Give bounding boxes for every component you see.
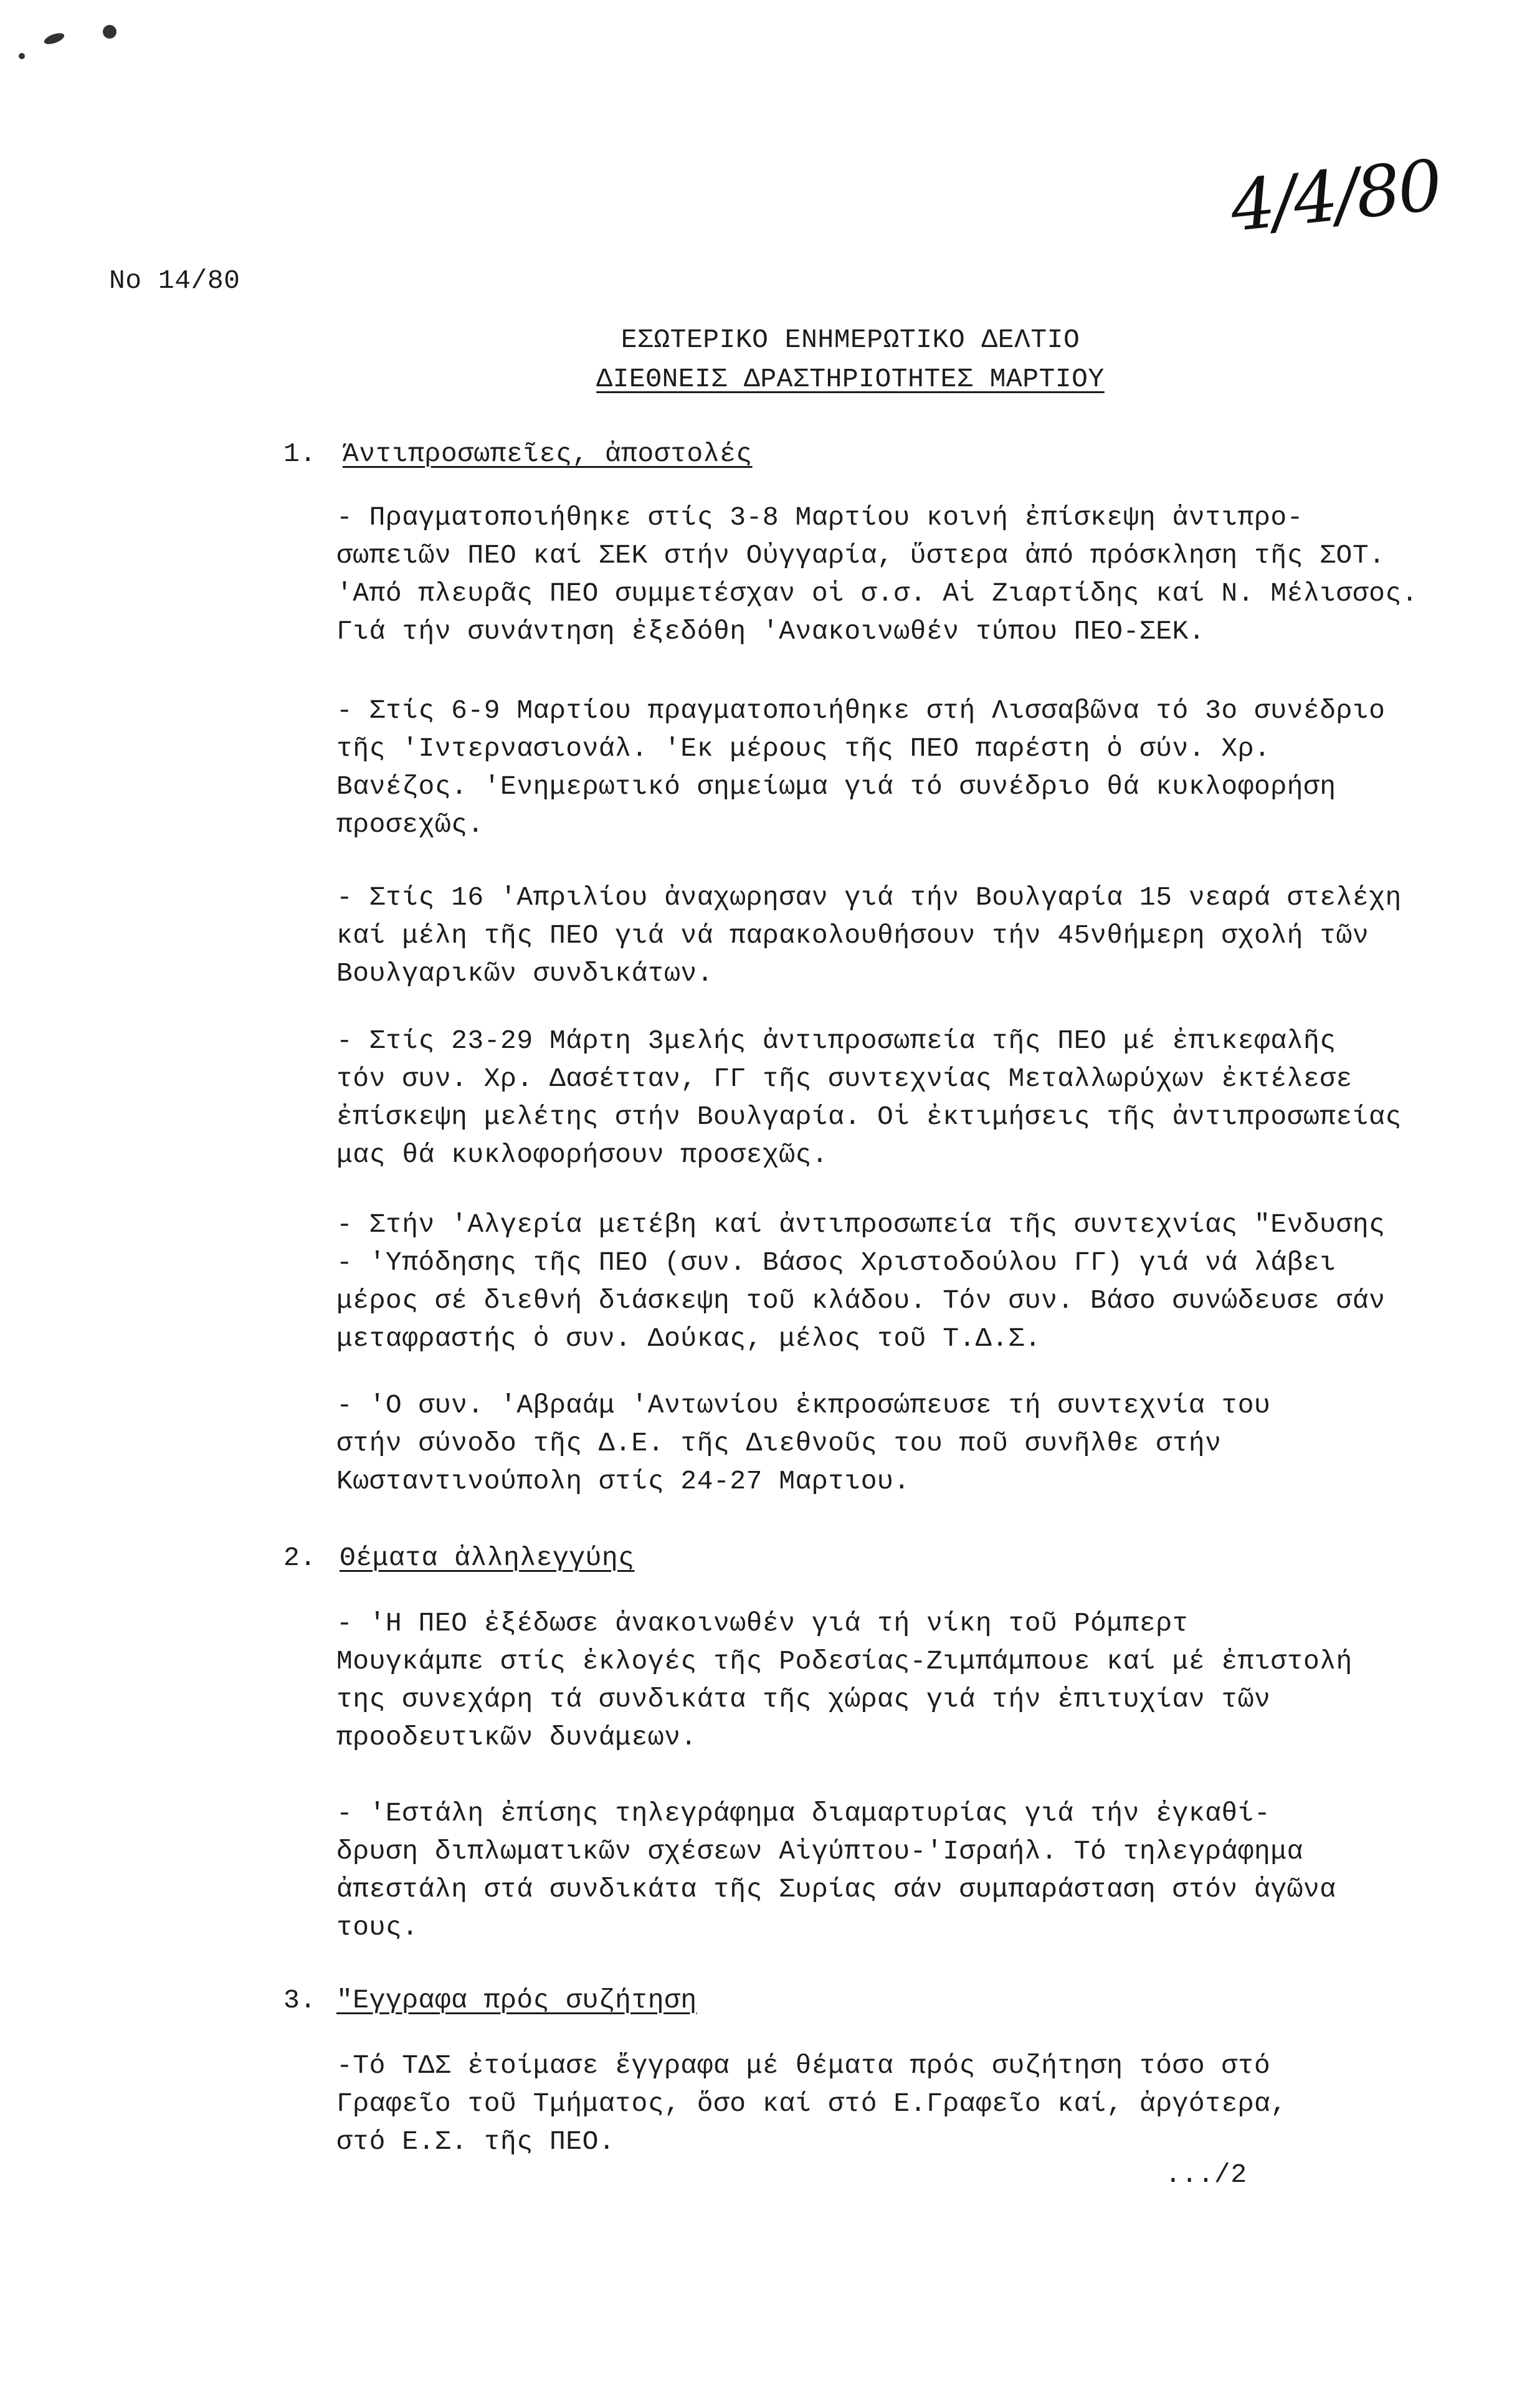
paragraph-line: στό Ε.Σ. τῆς ΠΕΟ. xyxy=(336,2126,616,2157)
paragraph-line: προοδευτικῶν δυνάμεων. xyxy=(336,1722,697,1753)
paragraph-line: σωπειῶν ΠΕΟ καί ΣΕΚ στήν Οὐγγαρία, ὕστερα ἀπό πρόσκληση τῆς ΣΟΤ. xyxy=(336,540,1386,571)
paragraph-line: - 'Ο συν. 'Αβραάμ 'Αντωνίου ἐκπροσώπευσε τή συντεχνία του xyxy=(336,1390,1271,1421)
paragraph-line: Γραφεῖο τοῦ Τμήματος, ὅσο καί στό Ε.Γραφεῖο καί, ἀργότερα, xyxy=(336,2088,1287,2119)
paragraph-line: - Στήν 'Αλγερία μετέβη καί ἀντιπροσωπεία τῆς συντεχνίας "Ενδυσης xyxy=(336,1209,1386,1240)
paragraph-line: - Πραγματοποιήθηκε στίς 3-8 Μαρτίου κοινή ἐπίσκεψη ἀντιπρο- xyxy=(336,502,1303,533)
paragraph-line: - Στίς 6-9 Μαρτίου πραγματοποιήθηκε στή Λισσαβῶνα τό 3ο συνέδριο xyxy=(336,695,1386,726)
paragraph-line: προσεχῶς. xyxy=(336,809,484,840)
handwritten-date: 4/4/80 xyxy=(1227,145,1444,248)
section-1-paragraph-3 xyxy=(336,878,1433,992)
paragraph-line: Γιά τήν συνάντηση ἐξεδόθη 'Ανακοινωθέν τύπου ΠΕΟ-ΣΕΚ. xyxy=(336,616,1206,647)
paragraph-line: ἀπεστάλη στά συνδικάτα τῆς Συρίας σάν συμπαράσταση στόν ἀγῶνα xyxy=(336,1874,1336,1905)
paragraph-line: μεταφραστής ὁ συν. Δούκας, μέλος τοῦ Τ.Δ.Σ. xyxy=(336,1323,1042,1354)
section-1-paragraph-6 xyxy=(336,1386,1433,1500)
paragraph-line: καί μέλη τῆς ΠΕΟ γιά νά παρακολουθήσουν τήν 45νθήμερη σχολή τῶν xyxy=(336,920,1369,951)
paragraph-line: μας θά κυκλοφορήσουν προσεχῶς. xyxy=(336,1140,829,1170)
paragraph-line: -Τό ΤΔΣ ἐτοίμασε ἔγγραφα μέ θέματα πρός συζήτηση τόσο στό xyxy=(336,2050,1271,2081)
paragraph-line: - 'Υπόδησης τῆς ΠΕΟ (συν. Βάσος Χριστοδούλου ΓΓ) γιά νά λάβει xyxy=(336,1247,1336,1278)
paragraph-line: της συνεχάρη τά συνδικάτα τῆς χώρας γιά τήν ἐπιτυχίαν τῶν xyxy=(336,1684,1271,1715)
paragraph-line: τους. xyxy=(336,1912,419,1943)
page-continuation: .../2 xyxy=(1165,2159,1247,2190)
document-number: No 14/80 xyxy=(109,265,240,296)
section-1-paragraph-2 xyxy=(336,692,1433,844)
scan-speck-top-left-2 xyxy=(103,25,117,39)
paragraph-line: τῆς 'Ιντερνασιονάλ. 'Εκ μέρους τῆς ΠΕΟ παρέστη ὁ σύν. Χρ. xyxy=(336,733,1271,764)
section-1-heading: Άντιπροσωπεῖες, ἀποστολές xyxy=(343,439,753,469)
paragraph-line: - Στίς 23-29 Μάρτη 3μελής ἀντιπροσωπεία τῆς ΠΕΟ μέ ἐπικεφαλῆς xyxy=(336,1026,1336,1056)
section-2-paragraph-2 xyxy=(336,1794,1433,1946)
paragraph-line: ἐπίσκεψη μελέτης στήν Βουλγαρία. Οἱ ἐκτιμήσεις τῆς ἀντιπροσωπείας xyxy=(336,1102,1402,1132)
section-2-number: 2. xyxy=(283,1543,316,1573)
document-title: ΕΣΩΤΕΡΙΚΟ ΕΝΗΜΕΡΩΤΙΚΟ ΔΕΛΤΙΟ xyxy=(621,325,1080,355)
section-1-number: 1. xyxy=(283,439,316,469)
paragraph-line: τόν συν. Χρ. Δασέτταν, ΓΓ τῆς συντεχνίας Μεταλλωρύχων ἐκτέλεσε xyxy=(336,1064,1353,1094)
document-subtitle: ΔΙΕΘΝΕΙΣ ΔΡΑΣΤΗΡΙΟΤΗΤΕΣ ΜΑΡΤΙΟΥ xyxy=(596,364,1105,394)
paragraph-line: Βουλγαρικῶν συνδικάτων. xyxy=(336,958,713,989)
paragraph-line: Βανέζος. 'Ενημερωτικό σημείωμα γιά τό συνέδριο θά κυκλοφορήση xyxy=(336,771,1336,802)
paragraph-line: Μουγκάμπε στίς ἐκλογές τῆς Ροδεσίας-Ζιμπάμπουε καί μέ ἐπιστολή xyxy=(336,1646,1353,1677)
paragraph-line: 'Από πλευρᾶς ΠΕΟ συμμετέσχαν οἱ σ.σ. Αἱ Ζιαρτίδης καί Ν. Μέλισσος. xyxy=(336,578,1419,609)
section-2-paragraph-1 xyxy=(336,1604,1433,1756)
paragraph-line: - 'Η ΠΕΟ ἐξέδωσε ἀνακοινωθέν γιά τή νίκη τοῦ Ρόμπερτ xyxy=(336,1608,1189,1639)
section-1-paragraph-4 xyxy=(336,1022,1433,1174)
section-1-paragraph-1 xyxy=(336,498,1433,650)
section-3-number: 3. xyxy=(283,1985,316,2015)
paragraph-line: μέρος σέ διεθνή διάσκεψη τοῦ κλάδου. Τόν συν. Βάσο συνώδευσε σάν xyxy=(336,1285,1386,1316)
section-1-paragraph-5 xyxy=(336,1206,1433,1358)
paragraph-line: δρυση διπλωματικῶν σχέσεων Αἰγύπτου-'Ισραήλ. Τό τηλεγράφημα xyxy=(336,1836,1303,1867)
paragraph-line: - Στίς 16 'Απριλίου ἀναχωρησαν γιά τήν Βουλγαρία 15 νεαρά στελέχη xyxy=(336,882,1402,913)
scan-speck-top-left xyxy=(43,31,66,47)
paragraph-line: Κωσταντινούπολη στίς 24-27 Μαρτιου. xyxy=(336,1466,910,1497)
section-2-heading: Θέματα ἀλληλεγγύης xyxy=(340,1543,635,1573)
section-3-paragraph-1 xyxy=(336,2047,1433,2161)
paragraph-line: στήν σύνοδο τῆς Δ.Ε. τῆς Διεθνοῦς του ποῦ συνῆλθε στήν xyxy=(336,1428,1222,1459)
paragraph-line: - 'Εστάλη ἐπίσης τηλεγράφημα διαμαρτυρίας γιά τήν ἐγκαθί- xyxy=(336,1798,1271,1829)
section-3-heading: "Εγγραφα πρός συζήτηση xyxy=(336,1985,697,2015)
scan-speck-small xyxy=(19,53,25,59)
